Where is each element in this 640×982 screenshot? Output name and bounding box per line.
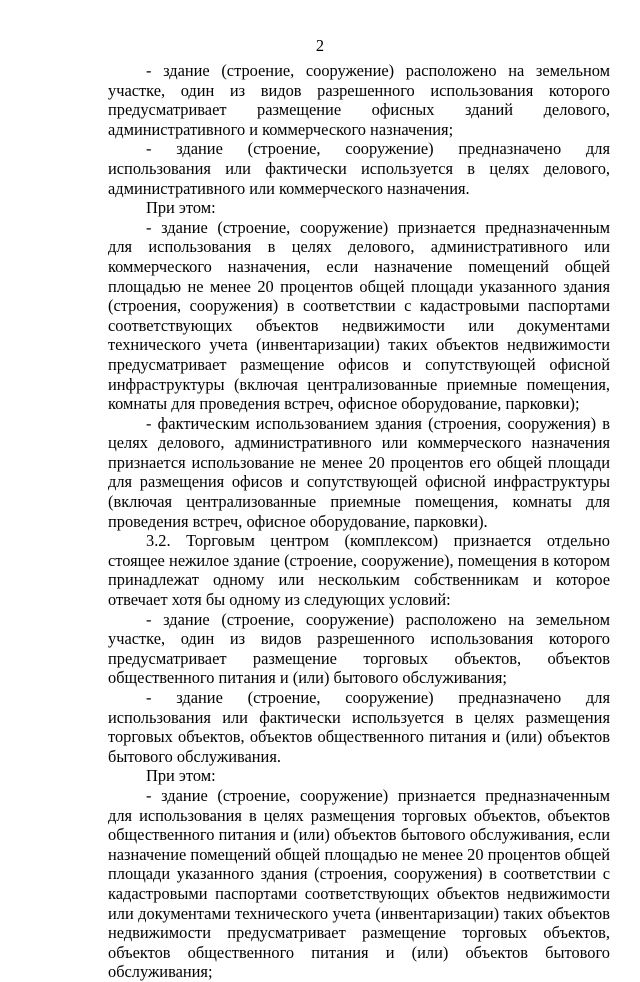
paragraph-retail-land-use: - здание (строение, сооружение) расположено на земельном участке, один из видов разрешенного использования которого предусматривает размещение торговых объектов, объектов общественного питания и (или) бытового обслуживания; <box>108 609 610 688</box>
paragraph-in-this-case-2: При этом: <box>146 766 216 786</box>
paragraph-retail-purpose: - здание (строение, сооружение) предназначено для использования или фактически используется в целях размещения торговых объектов, объектов общественного питания и (или) объектов бытового обслуживания. <box>108 688 610 766</box>
page-number: 2 <box>315 36 325 55</box>
paragraph-shopping-center-definition: 3.2. Торговым центром (комплексом) признается отдельно стоящее нежилое здание (строение, сооружение), помещения в котором принадлежат одному или нескольким собственникам и которое отвечает хотя бы одному из следующих условий: <box>108 531 610 610</box>
paragraph-in-this-case-1: При этом: <box>146 198 216 218</box>
paragraph-office-actual-use: - фактическим использованием здания (строения, сооружения) в целях делового, административного или коммерческого назначения признается использование не менее 20 процентов его общей площади для размещения офисов и сопутствующей офисной инфраструктуры (включая централизованные приемные помещения, комнаты для проведения встреч, офисное оборудование, парковки). <box>108 413 610 531</box>
paragraph-office-purpose: - здание (строение, сооружение) предназначено для использования или фактически используется в целях делового, административного или коммерческого назначения. <box>108 139 610 198</box>
paragraph-office-land-use: - здание (строение, сооружение) расположено на земельном участке, один из видов разрешенного использования которого предусматривает размещение офисных зданий делового, административного и коммерческого назначения; <box>108 61 610 139</box>
paragraph-office-designated: - здание (строение, сооружение) признается предназначенным для использования в целях делового, административного или коммерческого назначения, если назначение помещений общей площадью не менее 20 процентов общей площади указанного здания (строения, сооружения) в соответствии с кадастровыми паспортами соответствующих объектов недвижимости или документами технического учета (инвентаризации) таких объектов недвижимости предусматривает размещение офисов и сопутствующей офисной инфраструктуры (включая централизованные приемные помещения, комнаты для проведения встреч, офисное оборудование, парковки); <box>108 217 610 414</box>
paragraph-retail-designated: - здание (строение, сооружение) признается предназначенным для использования в целях размещения торговых объектов, объектов общественного питания и (или) объектов бытового обслуживания, если назначение помещений общей площадью не менее 20 процентов общей площади указанного здания (строения, сооружения) в соответствии с кадастровыми паспортами соответствующих объектов недвижимости или документами технического учета (инвентаризации) таких объектов недвижимости предусматривает размещение торговых объектов, объектов общественного питания и (или) объектов бытового обслуживания; <box>108 785 610 982</box>
document-body <box>108 61 610 982</box>
